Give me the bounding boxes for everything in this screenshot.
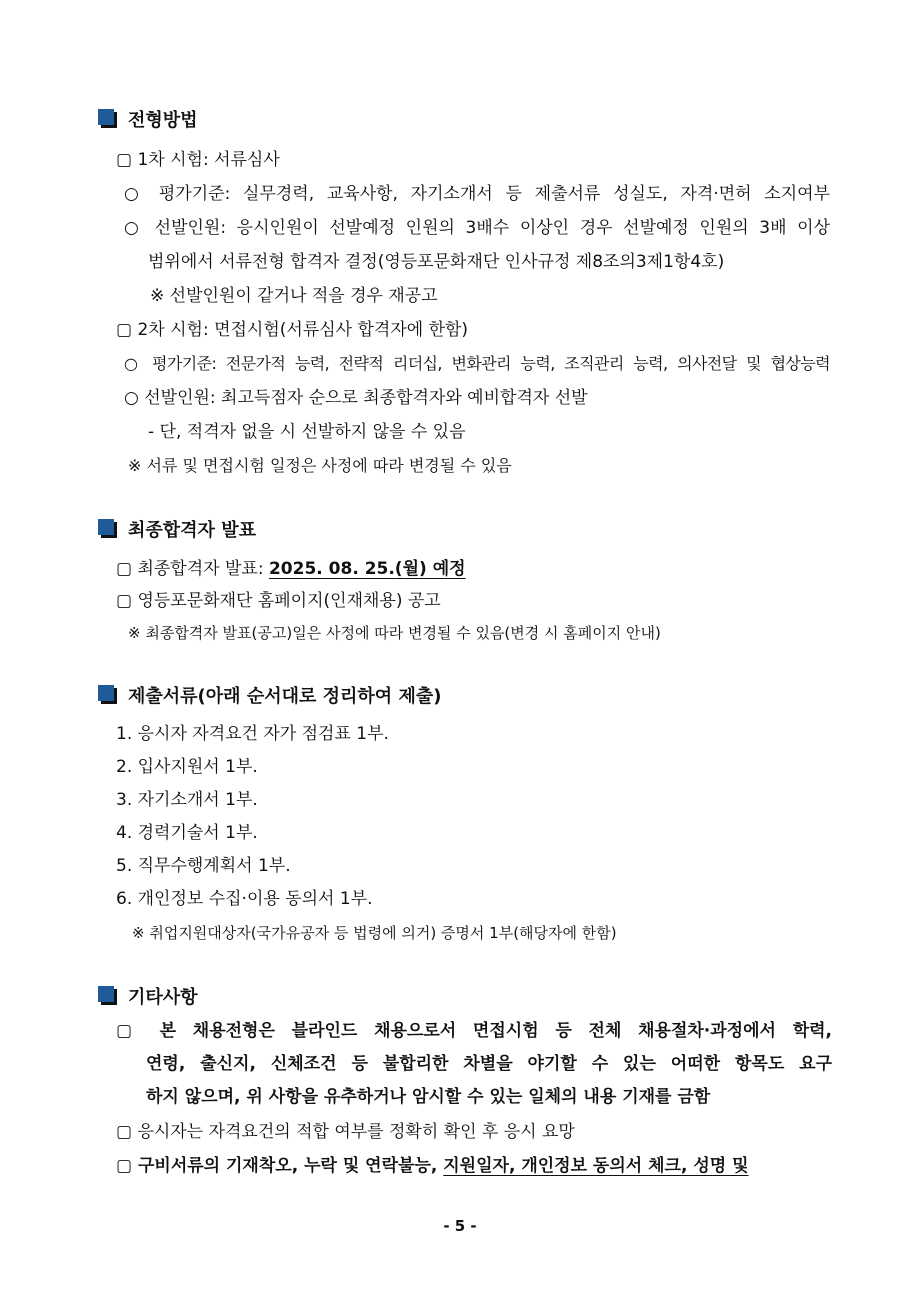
eligibility-check-line: ▢ 응시자는 자격요건의 적합 여부를 정확히 확인 후 응시 요망 [116,1122,575,1142]
section-heading-final-announcement: 최종합격자 발표 [98,519,256,543]
first-exam-selection-cont: 범위에서 서류전형 합격자 결정(영등포문화재단 인사규정 제8조의3제1항4호) [148,252,725,272]
blind-recruitment-line-2: 연령, 출신지, 신체조건 등 불합리한 차별을 야기할 수 있는 어떠한 항목도 요구 [146,1054,832,1074]
section-bullet-icon [98,685,120,705]
blind-recruitment-line-1: ▢ 본 채용전형은 블라인드 채용으로서 면접시험 등 전체 채용절차·과정에서 학력, [116,1021,832,1041]
announcement-date: 2025. 08. 25.(월) 예정 [268,559,466,579]
announcement-channel: ▢ 영등포문화재단 홈페이지(인재채용) 공고 [116,591,441,611]
documents-note: ※ 취업지원대상자(국가유공자 등 법령에 의거) 증명서 1부(해당자에 한함) [132,924,617,942]
second-exam-line: ▢ 2차 시험: 면접시험(서류심사 합격자에 한함) [116,320,469,340]
second-exam-criteria: ○ 평가기준: 전문가적 능력, 전략적 리더십, 변화관리 능력, 조직관리 능력, 의사전달 및 협상능력 [124,354,830,373]
announcement-note: ※ 최종합격자 발표(공고)일은 사정에 따라 변경될 수 있음(변경 시 홈페이지 안내) [128,624,661,642]
section-bullet-icon [98,986,120,1006]
documents-error-underlined: 지원일자, 개인정보 동의서 체크, 성명 및 [443,1156,749,1176]
second-exam-note: - 단, 적격자 없을 시 선발하지 않을 수 있음 [148,422,466,442]
document-item: 1. 응시자 자격요건 자가 점검표 1부. [116,724,389,744]
page-number: - 5 - [443,1217,477,1235]
first-exam-note: ※ 선발인원이 같거나 적을 경우 재공고 [150,286,438,306]
blind-recruitment-line-3: 하지 않으며, 위 사항을 유추하거나 암시할 수 있는 일체의 내용 기재를 금함 [146,1087,711,1107]
first-exam-criteria: ○ 평가기준: 실무경력, 교육사항, 자기소개서 등 제출서류 성실도, 자격·면허 소지여부 [124,184,830,204]
section-heading-other-matters: 기타사항 [98,986,198,1010]
schedule-note: ※ 서류 및 면접시험 일정은 사정에 따라 변경될 수 있음 [128,456,512,475]
first-exam-selection: ○ 선발인원: 응시인원이 선발예정 인원의 3배수 이상인 경우 선발예정 인원의 3배 이상 [124,218,830,238]
section-heading-selection-method: 전형방법 [98,109,198,133]
section-bullet-icon [98,519,120,539]
section-heading-documents: 제출서류(아래 순서대로 정리하여 제출) [98,685,441,709]
documents-error-line: ▢ 구비서류의 기재착오, 누락 및 연락불능, 지원일자, 개인정보 동의서 체크, 성명 및 [116,1156,749,1176]
document-item: 4. 경력기술서 1부. [116,823,258,843]
first-exam-line: ▢ 1차 시험: 서류심사 [116,150,280,170]
section-bullet-icon [98,109,120,129]
document-item: 6. 개인정보 수집·이용 동의서 1부. [116,889,373,909]
document-item: 3. 자기소개서 1부. [116,790,258,810]
document-item: 5. 직무수행계획서 1부. [116,856,291,876]
announcement-date-line: ▢ 최종합격자 발표: 2025. 08. 25.(월) 예정 [116,559,466,579]
document-item: 2. 입사지원서 1부. [116,757,258,777]
second-exam-selection: ○ 선발인원: 최고득점자 순으로 최종합격자와 예비합격자 선발 [124,388,588,408]
